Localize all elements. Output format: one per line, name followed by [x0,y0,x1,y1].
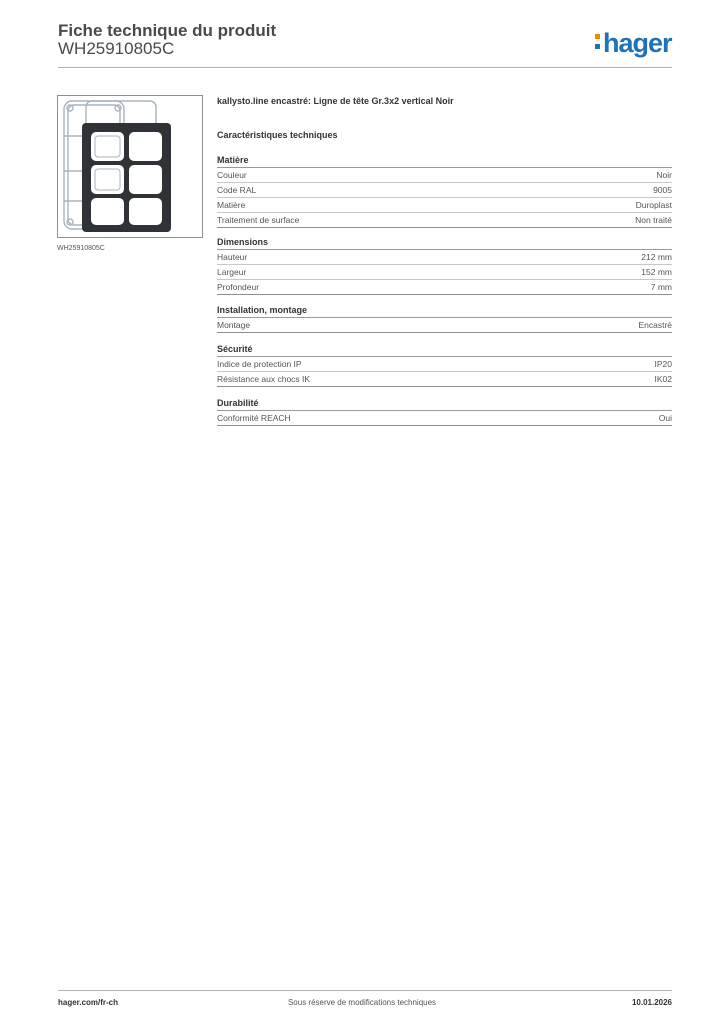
product-image [57,95,203,238]
hager-logo [595,28,672,58]
footer-website-link[interactable]: hager.com/fr-ch [58,998,119,1007]
spec-label: Montage [217,320,251,330]
section-installation [217,304,672,333]
cover-frame-illustration [58,96,202,237]
spec-value: Non traité [635,215,672,225]
tech-characteristics-title: Caractéristiques techniques [217,130,338,140]
spec-label: Code RAL [217,185,257,195]
logo-text: hager [603,28,672,58]
image-caption: WH25910805C [57,245,105,252]
spec-row [217,213,672,228]
section-title: Matière [217,154,672,168]
section-matiere [217,154,672,228]
spec-value: Noir [656,170,672,180]
spec-row [217,357,672,372]
spec-value: 152 mm [641,267,672,277]
spec-label: Indice de protection IP [217,359,302,369]
spec-label: Profondeur [217,282,260,292]
spec-label: Largeur [217,267,247,277]
section-title: Installation, montage [217,304,672,318]
spec-row [217,265,672,280]
spec-value: IP20 [654,359,672,369]
product-code: WH25910805C [58,39,175,58]
page-title: Fiche technique du produit [58,21,277,40]
spec-row [217,411,672,426]
section-securite [217,343,672,387]
spec-label: Matière [217,200,246,210]
spec-row [217,318,672,333]
logo-colon-mark [595,34,600,54]
section-title: Dimensions [217,236,672,250]
spec-value: 7 mm [650,282,672,292]
spec-row [217,168,672,183]
spec-value: Encastré [638,320,672,330]
section-durabilite [217,397,672,426]
product-description: kallysto.line encastré: Ligne de tête Gr.3x2 vertical Noir [217,96,454,106]
spec-value: Duroplast [635,200,672,210]
section-dimensions [217,236,672,295]
spec-value: 9005 [653,185,672,195]
spec-label: Résistance aux chocs IK [217,374,311,384]
spec-value: Oui [658,413,672,423]
spec-label: Hauteur [217,252,248,262]
spec-row [217,372,672,387]
footer-divider [58,990,672,991]
section-title: Durabilité [217,397,672,411]
spec-value: IK02 [654,374,672,384]
spec-label: Couleur [217,170,247,180]
footer-disclaimer: Sous réserve de modifications techniques [287,998,437,1007]
spec-row [217,250,672,265]
spec-label: Traitement de surface [217,215,300,225]
spec-row [217,198,672,213]
spec-row [217,183,672,198]
spec-value: 212 mm [641,252,672,262]
footer-date: 10.01.2026 [631,998,672,1007]
spec-label: Conformité REACH [217,413,291,423]
header-divider [58,67,672,68]
section-title: Sécurité [217,343,672,357]
spec-row [217,280,672,295]
